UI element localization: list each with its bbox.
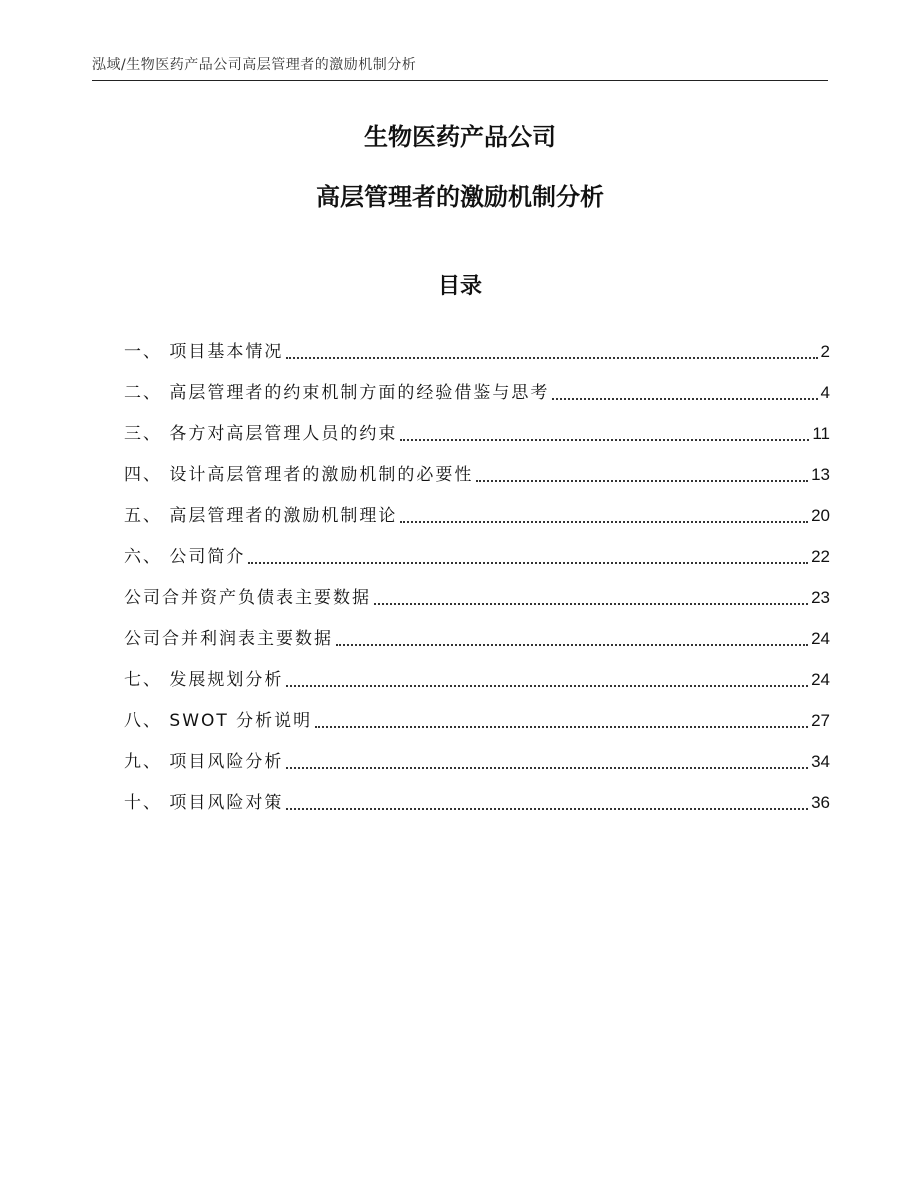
toc-entry-page: 34 [811,752,830,771]
toc-dot-leader [552,398,817,400]
toc-dot-leader [248,562,808,564]
header-divider [92,80,828,81]
toc-dot-leader [315,726,808,728]
toc-entry-page: 24 [811,670,830,689]
toc-entry-label: 六、 公司简介 [124,547,246,567]
toc-entry-label: 七、 发展规划分析 [124,670,284,690]
toc-entry-development-plan[interactable] [124,653,830,694]
toc-dot-leader [400,439,809,441]
toc-entry-page: 27 [811,711,830,730]
toc-dot-leader [286,808,808,810]
toc-entry-constraint-experience[interactable] [124,366,830,407]
toc-entry-constraints-on-executives[interactable] [124,407,830,448]
toc-entry-page: 4 [820,383,830,402]
toc-entry-label: 公司合并利润表主要数据 [124,629,333,649]
toc-entry-income-statement[interactable] [124,612,830,653]
toc-entry-page: 11 [812,424,830,443]
toc-entry-label: 五、 高层管理者的激励机制理论 [124,506,398,526]
toc-entry-label: 十、 项目风险对策 [124,793,284,813]
toc-entry-balance-sheet[interactable] [124,571,830,612]
toc-entry-risk-countermeasures[interactable] [124,776,830,817]
document-title-line-1: 生物医药产品公司 [364,123,556,151]
toc-entry-label: 四、 设计高层管理者的激励机制的必要性 [124,465,474,485]
toc-entry-page: 20 [811,506,830,525]
toc-dot-leader [374,603,808,605]
running-header: 泓域/生物医药产品公司高层管理者的激励机制分析 [92,57,417,73]
toc-entry-page: 24 [811,629,830,648]
toc-entry-page: 23 [811,588,830,607]
toc-heading: 目录 [437,274,482,299]
toc-entry-label: 九、 项目风险分析 [124,752,284,772]
toc-entry-page: 36 [811,793,830,812]
toc-entry-incentive-theory[interactable] [124,489,830,530]
toc-entry-label: 八、 SWOT 分析说明 [124,711,313,731]
toc-entry-project-overview[interactable] [124,325,830,366]
toc-entry-page: 13 [811,465,830,484]
toc-dot-leader [286,767,808,769]
toc-entry-incentive-necessity[interactable] [124,448,830,489]
toc-entry-risk-analysis[interactable] [124,735,830,776]
toc-entry-label: 二、 高层管理者的约束机制方面的经验借鉴与思考 [124,383,550,403]
toc-dot-leader [400,521,808,523]
toc-entry-company-profile[interactable] [124,530,830,571]
toc-entry-label: 公司合并资产负债表主要数据 [124,588,371,608]
toc-dot-leader [336,644,808,646]
toc-entry-label: 三、 各方对高层管理人员的约束 [124,424,398,444]
toc-entry-label: 一、 项目基本情况 [124,342,284,362]
toc-dot-leader [286,685,808,687]
toc-dot-leader [286,357,817,359]
document-title-line-2: 高层管理者的激励机制分析 [316,183,604,211]
toc-entry-page: 2 [820,342,830,361]
toc-entry-swot-analysis[interactable] [124,694,830,735]
toc-dot-leader [476,480,808,482]
toc-entry-page: 22 [811,547,830,566]
table-of-contents [124,325,830,817]
